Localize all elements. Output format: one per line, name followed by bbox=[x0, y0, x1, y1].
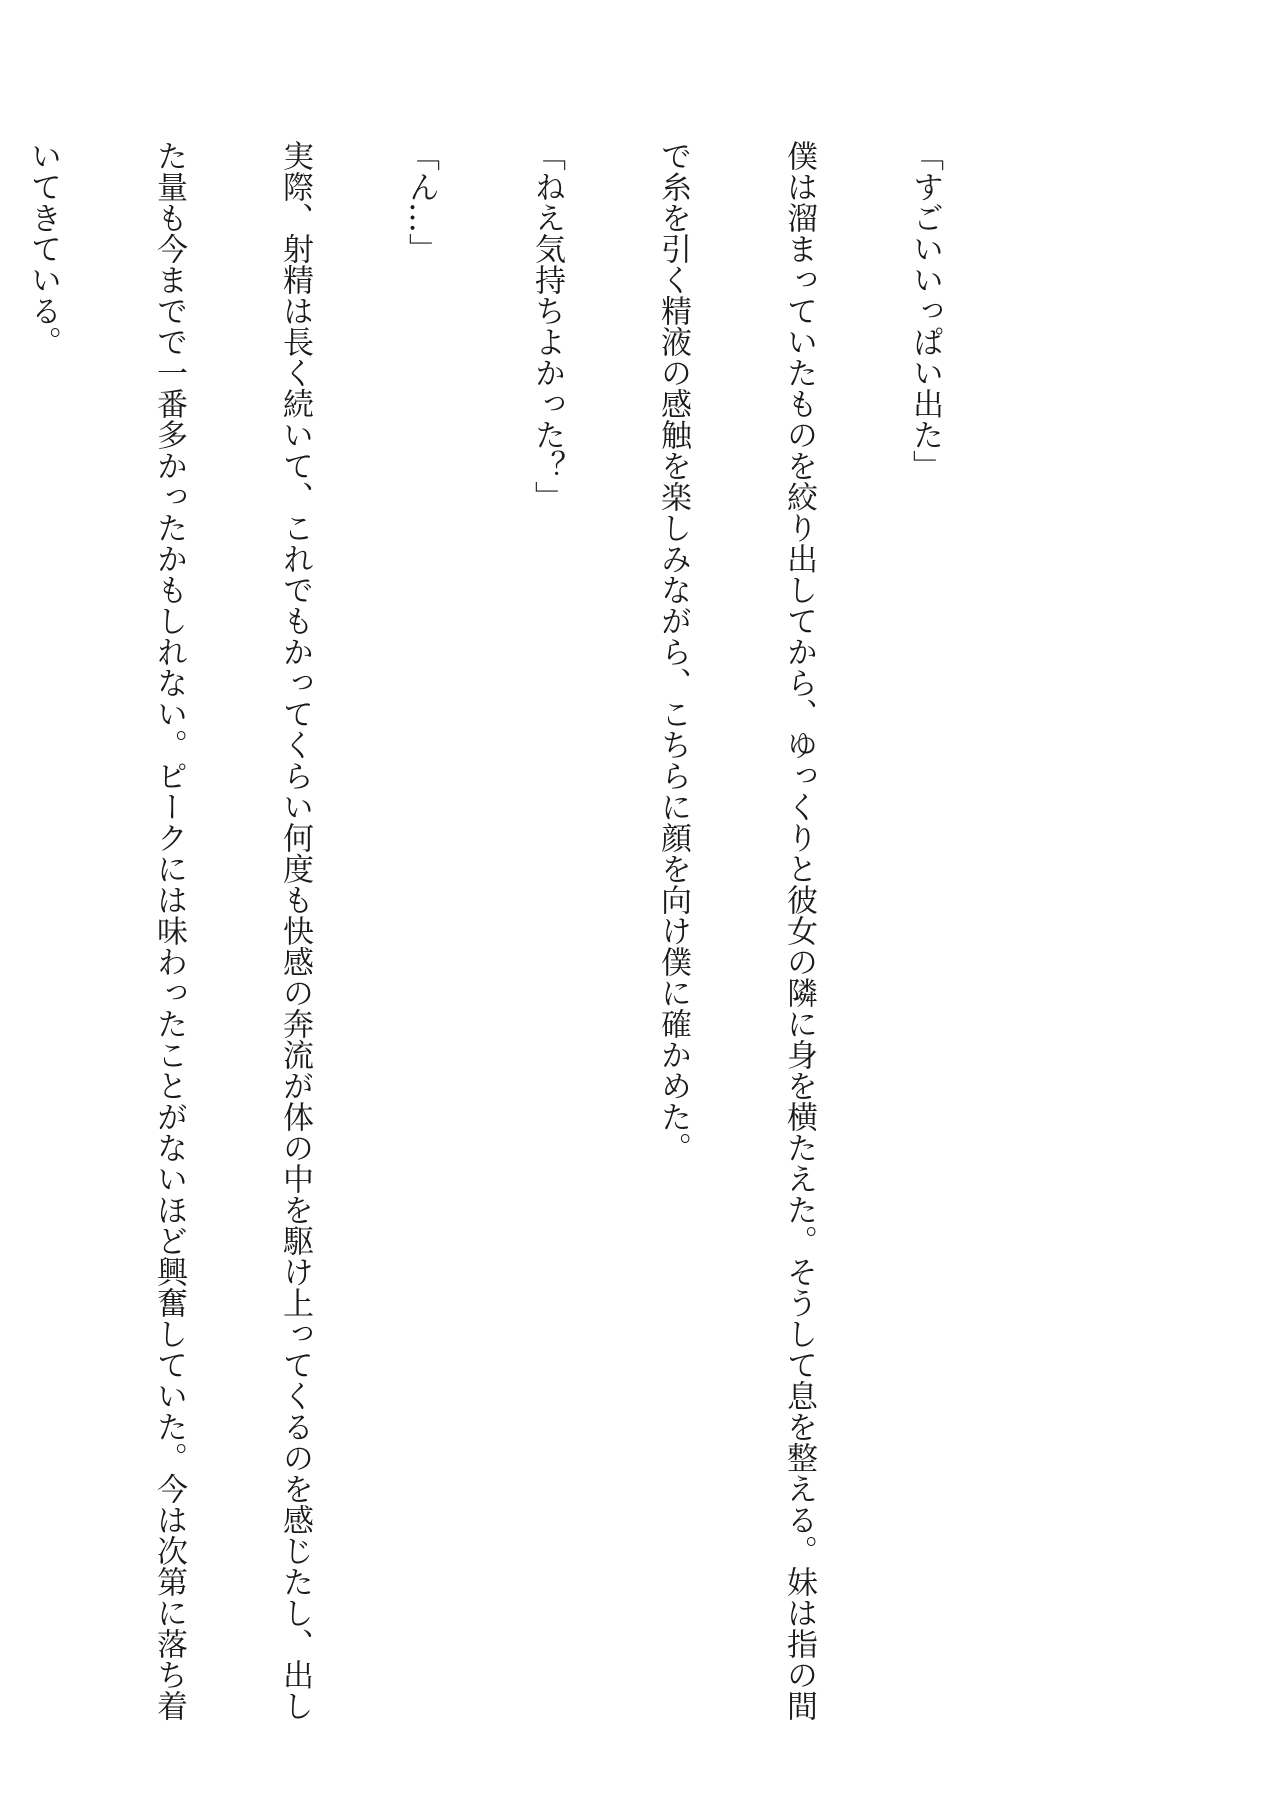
vertical-text-body bbox=[0, 140, 1030, 1740]
text-line: で糸を引く精液の感触を楽しみながら、こちらに顔を向け僕に確かめた。 bbox=[655, 140, 691, 1163]
text-line: いてきている。 bbox=[25, 140, 61, 357]
text-line: 実際、射精は長く続いて、これでもかってくらい何度も快感の奔流が体の中を駆け上ってくるのを感じたし、出し bbox=[277, 140, 313, 1721]
text-line: 「ねえ気持ちよかった？」 bbox=[529, 140, 565, 512]
text-line: た量も今までで一番多かったかもしれない。ピークには味わったことがないほど興奮していた。今は次第に落ち着 bbox=[151, 140, 187, 1721]
text-line: 僕は溜まっていたものを絞り出してから、ゆっくりと彼女の隣に身を横たえた。そうして息を整える。妹は指の間 bbox=[781, 140, 817, 1721]
text-line: 「すごいいっぱい出た」 bbox=[907, 140, 943, 481]
text-line: 「ん…」 bbox=[403, 140, 439, 264]
